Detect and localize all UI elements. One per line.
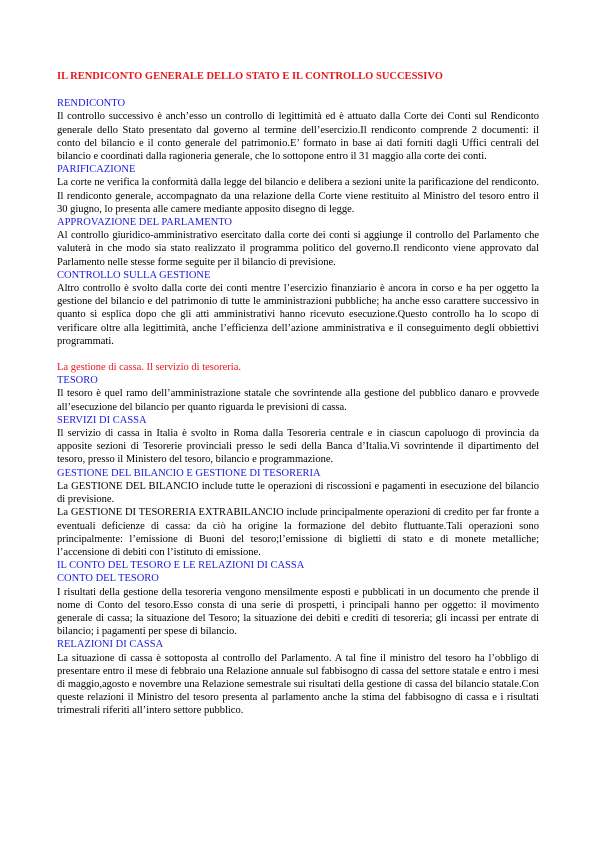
paragraph-approvazione: Al controllo giuridico-amministrativo esercitato dalla corte dei conti si aggiunge il controllo del Parlamento che valuterà in che modo sia stato realizzato il programma politico del governo.Il rendiconto viene approvato dal Parlamento nelle stesse forme seguite per il bilancio di previsione. <box>57 230 539 268</box>
section-heading-tesoro: TESORO <box>57 375 98 387</box>
document-content <box>57 70 539 718</box>
paragraph-controllo-gestione: Altro controllo è svolto dalla corte dei conti mentre l’esercizio finanziario è ancora in corso e ha per oggetto la gestione del bilancio e del patrimonio di tutte le amministrazioni pubbliche; ha anche esso carattere successivo in quanto si esplica dopo che gli atti amministrativi hanno ricevuto esecuzione.Questo controllo ha lo scopo di verificare oltre alla legittimità, anche l’efficienza dell’azione amministrativa e il conseguimento degli obbiettivi programmati. <box>57 283 539 347</box>
section-spacer <box>57 348 539 361</box>
paragraph-parificazione: La corte ne verifica la conformità dalla legge del bilancio e delibera a sezioni unite la parificazione del rendiconto. Il rendiconto generale, accompagnato da una relazione della Corte viene restituito al Ministro del tesoro entro il 30 giugno, lo presenta alle camere mediante apposito disegno di legge. <box>57 177 539 215</box>
section-heading-parificazione: PARIFICAZIONE <box>57 164 136 176</box>
paragraph-relazioni-cassa: La situazione di cassa è sottoposta al controllo del Parlamento. A tal fine il ministro del tesoro ha l’obbligo di presentare entro il mese di febbraio una Relazione annuale sul fabbisogno di cassa del settore statale e entro i mesi di maggio,agosto e novembre una Relazione semestrale sui risultati della gestione di cassa del bilancio statale.Con queste relazioni il Ministro del tesoro presenta al parlamento anche la stima del fabbisogno di cassa e i risultati trimestrali riferiti all’intero settore pubblico. <box>57 652 539 717</box>
section-heading-relazioni-cassa: RELAZIONI DI CASSA <box>57 639 164 651</box>
document-title: IL RENDICONTO GENERALE DELLO STATO E IL CONTROLLO SUCCESSIVO <box>57 71 443 82</box>
paragraph-conto-tesoro: I risultati della gestione della tesoreria vengono mensilmente esposti e pubblicati in un documento che prende il nome di Conto del tesoro.Esso consta di una serie di prospetti, i principali hanno per oggetto: il movimento generale di cassa; la situazione del Tesoro; la situazione dei debiti e crediti di tesoreria; gli incassi per entrate di bilancio; i pagamenti per spese di bilancio. <box>57 586 539 638</box>
paragraph-gestione-bilancio: La GESTIONE DEL BILANCIO include tutte le operazioni di riscossioni e pagamenti in esecuzione del bilancio di previsione. <box>57 480 539 506</box>
paragraph-gestione-tesoreria: La GESTIONE DI TESORERIA EXTRABILANCIO include principalmente operazioni di credito per far fronte a eventuali deficienze di cassa: da ciò ha origine la formazione del debito fluttuante.Tali operazioni sono principalmente: l’emissione di Buoni del tesoro;l’emissione di biglietti di stato e di monete metalliche; l’accensione di debiti con l’istituto di emissione. <box>57 507 539 558</box>
section-subtitle-gestione-cassa: La gestione di cassa. Il servizio di tesoreria. <box>57 362 241 374</box>
section-heading-approvazione: APPROVAZIONE DEL PARLAMENTO <box>57 217 233 229</box>
paragraph-rendiconto: Il controllo successivo è anch’esso un controllo di legittimità ed è attuato dalla Corte dei Conti sul Rendiconto generale dello Stato presentato dal governo al termine dell’esercizio.Il rendiconto comprende 2 documenti: il conto del bilancio e il conto generale del patrimonio.E’ formato in base ai dati forniti dagli Uffici centrali del bilancio e coordinati dalla ragioneria generale, che lo sottopone entro il 31 maggio alla corte dei conti. <box>57 111 539 163</box>
section-heading-conto-tesoro: CONTO DEL TESORO <box>57 573 159 585</box>
paragraph-tesoro: Il tesoro è quel ramo dell’amministrazione statale che sovrintende alla gestione del pubblico danaro e provvede all’esecuzione del bilancio per quanto riguarda le previsioni di cassa. <box>57 388 539 413</box>
paragraph-servizi-cassa: Il servizio di cassa in Italia è svolto in Roma dalla Tesoreria centrale e in ciascun capoluogo di provincia da apposite sezioni di Tesorerie provinciali presso le sedi della Banca d’Italia.Vi sovrintende il dipartimento del tesoro, presso il Ministero del tesoro, bilancio e programmazione. <box>57 428 539 466</box>
section-heading-gestione-bilancio: GESTIONE DEL BILANCIO E GESTIONE DI TESORERIA <box>57 467 321 479</box>
section-heading-servizi-cassa: SERVIZI DI CASSA <box>57 414 147 426</box>
section-heading-conto-tesoro-relazioni: IL CONTO DEL TESORO E LE RELAZIONI DI CASSA <box>57 560 305 572</box>
section-heading-rendiconto: RENDICONTO <box>57 98 126 110</box>
section-heading-controllo-gestione: CONTROLLO SULLA GESTIONE <box>57 269 211 281</box>
